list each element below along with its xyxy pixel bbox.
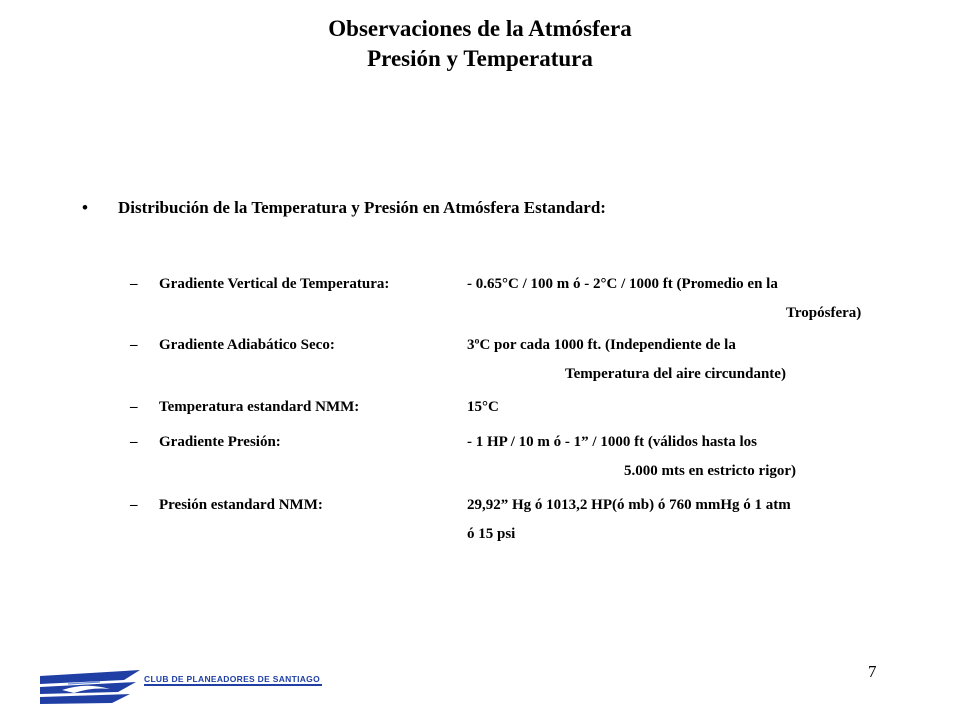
title-line-1: Observaciones de la Atmósfera (328, 16, 632, 41)
dash-icon: – (130, 434, 138, 450)
item-value (467, 331, 883, 389)
logo-underline (144, 684, 322, 686)
item-value-line-1: 15°C (467, 399, 499, 415)
item-value-line-1: 3ºC por cada 1000 ft. (Independiente de la (467, 337, 736, 353)
item-value-line-2: Temperatura del aire circundante) (565, 366, 786, 382)
dash-icon: – (130, 497, 138, 513)
item-value-line-2: 5.000 mts en estricto rigor) (624, 463, 797, 479)
glider-logo-icon (40, 670, 144, 704)
item-value (467, 393, 883, 422)
bullet-icon: • (82, 198, 88, 217)
item-value-line-1: - 0.65°C / 100 m ó - 2°C / 1000 ft (Promedio en la (467, 276, 778, 292)
item-label: Temperatura estandard NMM: (159, 399, 360, 415)
section-heading (82, 198, 606, 218)
item-value (467, 428, 883, 486)
item-value-line-1: 29,92” Hg ó 1013,2 HP(ó mb) ó 760 mmHg ó 1 atm (467, 497, 791, 513)
item-value-line-1: - 1 HP / 10 m ó - 1” / 1000 ft (válidos hasta los (467, 434, 758, 450)
item-label: Gradiente Presión: (159, 434, 281, 450)
item-value (467, 270, 883, 328)
item-value-line-2: Tropósfera) (786, 305, 862, 321)
dash-icon: – (130, 399, 138, 415)
dash-icon: – (130, 276, 138, 292)
dash-icon: – (130, 337, 138, 353)
title-line-2: Presión y Temperatura (367, 46, 593, 71)
item-label: Gradiente Adiabático Seco: (159, 337, 335, 353)
club-logo (40, 670, 330, 704)
item-label: Presión estandard NMM: (159, 497, 323, 513)
item-value-line-2: ó 15 psi (467, 526, 516, 542)
section-heading-text: Distribución de la Temperatura y Presión en Atmósfera Estandard: (118, 198, 606, 217)
page-number: 7 (868, 662, 877, 681)
logo-text: CLUB DE PLANEADORES DE SANTIAGO (144, 674, 321, 684)
item-value (467, 491, 883, 549)
slide-title (0, 14, 960, 74)
item-label: Gradiente Vertical de Temperatura: (159, 276, 390, 292)
